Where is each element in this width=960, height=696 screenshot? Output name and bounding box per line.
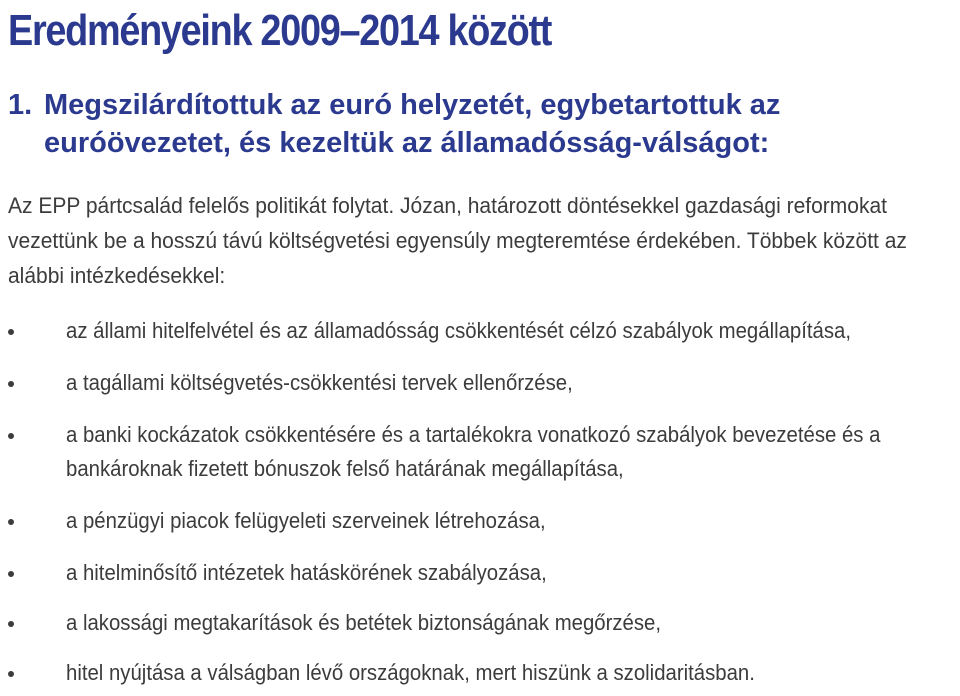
bullet-icon [8, 571, 14, 577]
bullet-icon [8, 519, 14, 525]
intro-line-1: Az EPP pártcsalád felelős politikát folytat. Józan, határozott döntésekkel gazdasági reformokat [8, 193, 888, 218]
list-item-text-line-1: a banki kockázatok csökkentésére és a tartalékokra vonatkozó szabályok bevezetése és a [66, 422, 881, 447]
bullet-icon [8, 381, 14, 387]
list-item-text: a hitelminősítő intézetek hatáskörének szabályozása, [66, 560, 547, 585]
bullet-icon [8, 671, 14, 677]
bullet-icon [8, 433, 14, 439]
list-item-text: a lakossági megtakarítások és betétek biztonságának megőrzése, [66, 610, 662, 635]
list-item-text: a tagállami költségvetés-csökkentési tervek ellenőrzése, [66, 370, 573, 395]
intro-line-3: alábbi intézkedésekkel: [8, 263, 226, 288]
list-item-text: hitel nyújtása a válságban lévő országoknak, mert hiszünk a szolidaritásban. [66, 660, 755, 685]
intro-line-2: vezettünk be a hosszú távú költségvetési egyensúly megteremtése érdekében. Többek között az [8, 228, 907, 253]
list-item-text: a pénzügyi piacok felügyeleti szerveinek létrehozása, [66, 508, 546, 533]
list-item-text-wrapped [66, 418, 954, 486]
section-heading-line-2: euróövezetet, és kezeltük az államadósság-válságot: [44, 127, 770, 159]
section-number: 1. [8, 89, 33, 121]
bullet-icon [8, 329, 14, 335]
bullet-icon [8, 621, 14, 627]
intro-paragraph [8, 188, 953, 293]
section-heading [8, 86, 888, 162]
list-item-text: az állami hitelfelvétel és az államadósság csökkentését célzó szabályok megállapítása, [66, 318, 852, 343]
list-item-text-line-2: bankároknak fizetett bónuszok felső határának megállapítása, [66, 456, 624, 481]
page-title: Eredményeink 2009–2014 között [8, 6, 552, 55]
section-heading-line-1: Megszilárdítottuk az euró helyzetét, egybetartottuk az [44, 89, 781, 121]
